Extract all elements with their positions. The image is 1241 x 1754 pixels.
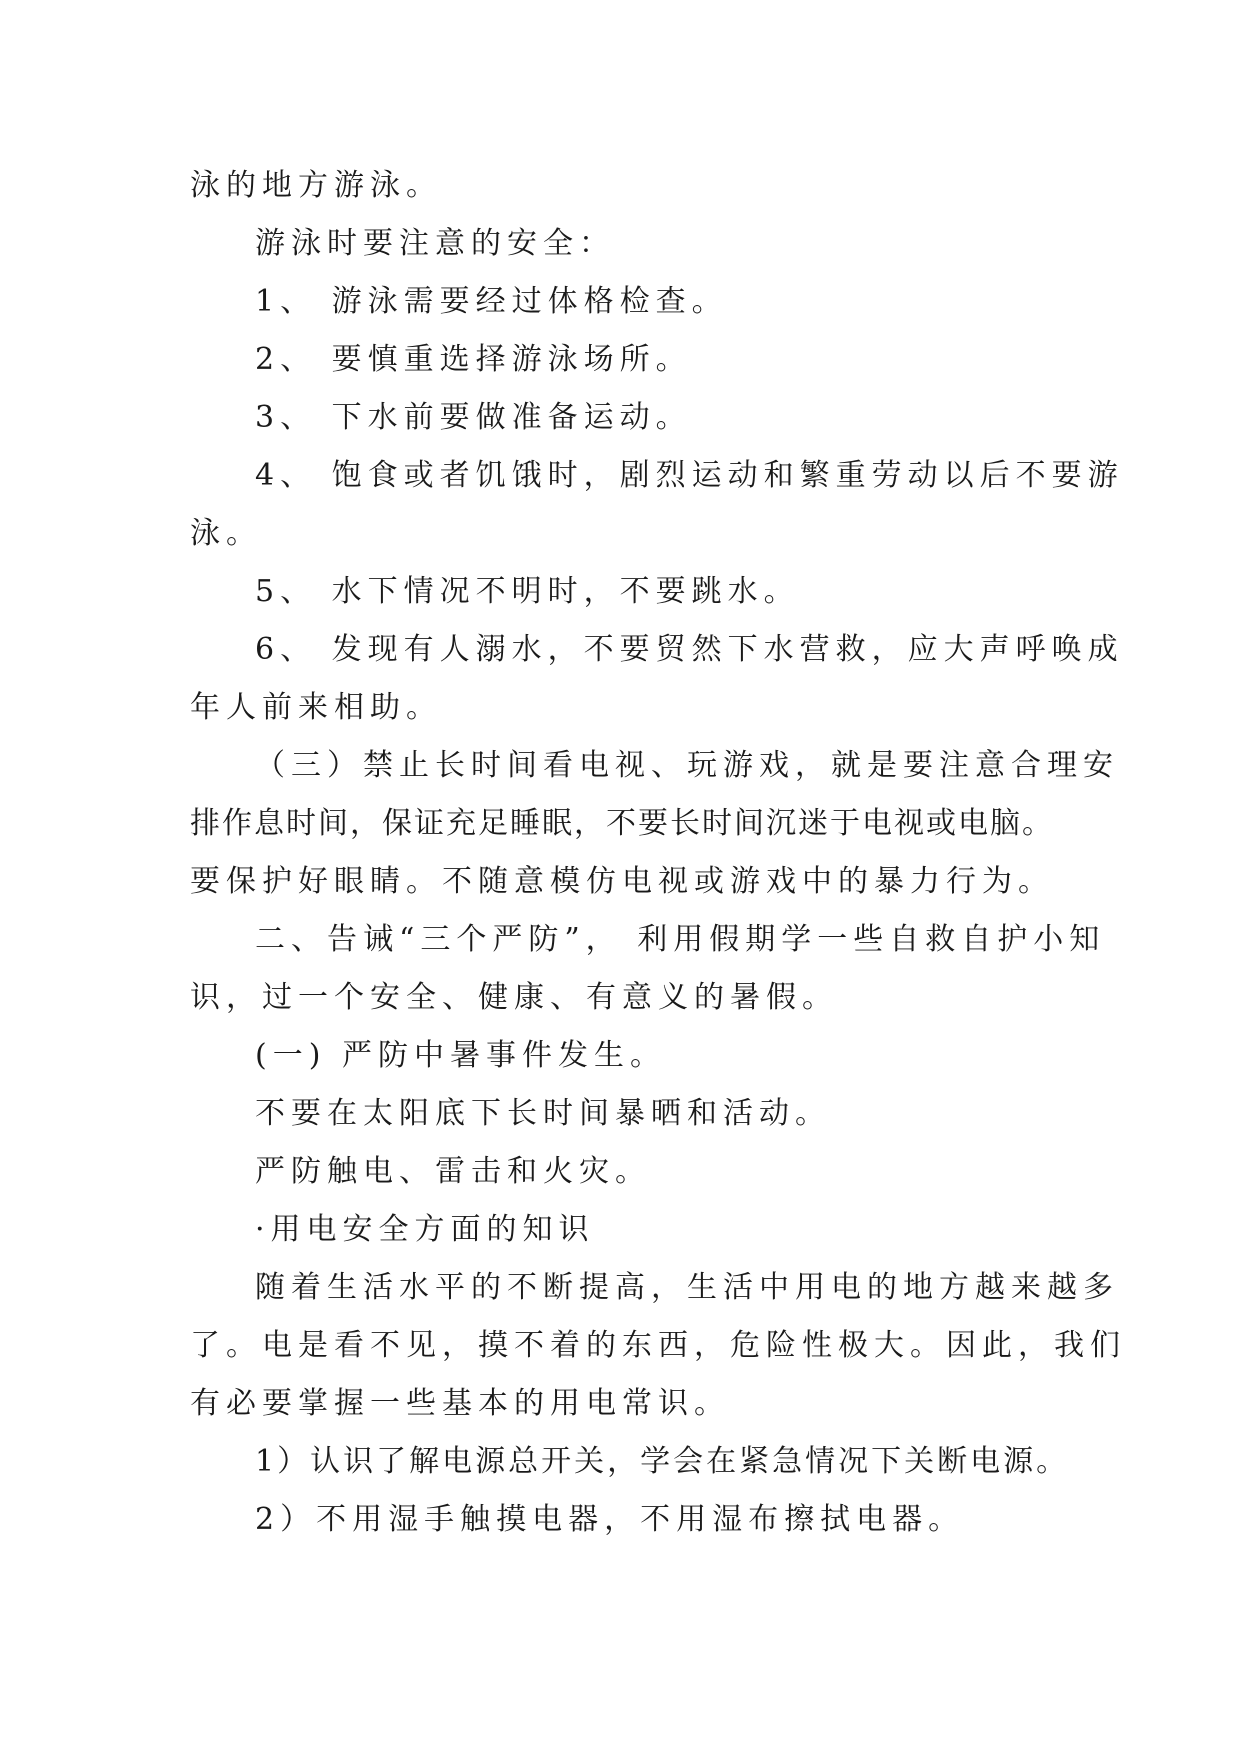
section-heading: 二、告诫“三个严防”， 利用假期学一些自救自护小知 (255, 922, 1106, 957)
list-item: 2）不用湿手触摸电器，不用湿布擦拭电器。 (255, 1502, 965, 1537)
text-line: 排作息时间，保证充足睡眠，不要长时间沉迷于电视或电脑。 (190, 806, 1054, 841)
bullet-heading: ·用电安全方面的知识 (255, 1212, 595, 1247)
list-item: 4、 饱食或者饥饿时，剧烈运动和繁重劳动以后不要游 (255, 458, 1124, 493)
text-line: 年人前来相助。 (190, 690, 442, 725)
text-line: 游泳时要注意的安全： (255, 226, 615, 261)
text-line: 随着生活水平的不断提高，生活中用电的地方越来越多 (255, 1270, 1119, 1305)
text-line: （三）禁止长时间看电视、玩游戏，就是要注意合理安 (255, 748, 1119, 783)
list-item: 6、 发现有人溺水，不要贸然下水营救，应大声呼唤成 (255, 632, 1124, 667)
text-line: 泳的地方游泳。 (190, 168, 442, 203)
text-line: 了。电是看不见，摸不着的东西，危险性极大。因此，我们 (190, 1328, 1126, 1363)
text-line: 要保护好眼睛。不随意模仿电视或游戏中的暴力行为。 (190, 864, 1054, 899)
list-item: 3、 下水前要做准备运动。 (255, 400, 692, 435)
text-line: 不要在太阳底下长时间暴晒和活动。 (255, 1096, 831, 1131)
list-item: 2、 要慎重选择游泳场所。 (255, 342, 692, 377)
text-line: 严防触电、雷击和火灾。 (255, 1154, 651, 1189)
text-line: 有必要掌握一些基本的用电常识。 (190, 1386, 730, 1421)
text-line: 泳。 (190, 516, 262, 551)
list-item: 1、 游泳需要经过体格检查。 (255, 284, 728, 319)
subsection-heading: (一) 严防中暑事件发生。 (255, 1038, 666, 1073)
list-item: 5、 水下情况不明时，不要跳水。 (255, 574, 800, 609)
list-item: 1）认识了解电源总开关，学会在紧急情况下关断电源。 (255, 1444, 1070, 1479)
text-line: 识，过一个安全、健康、有意义的暑假。 (190, 980, 838, 1015)
